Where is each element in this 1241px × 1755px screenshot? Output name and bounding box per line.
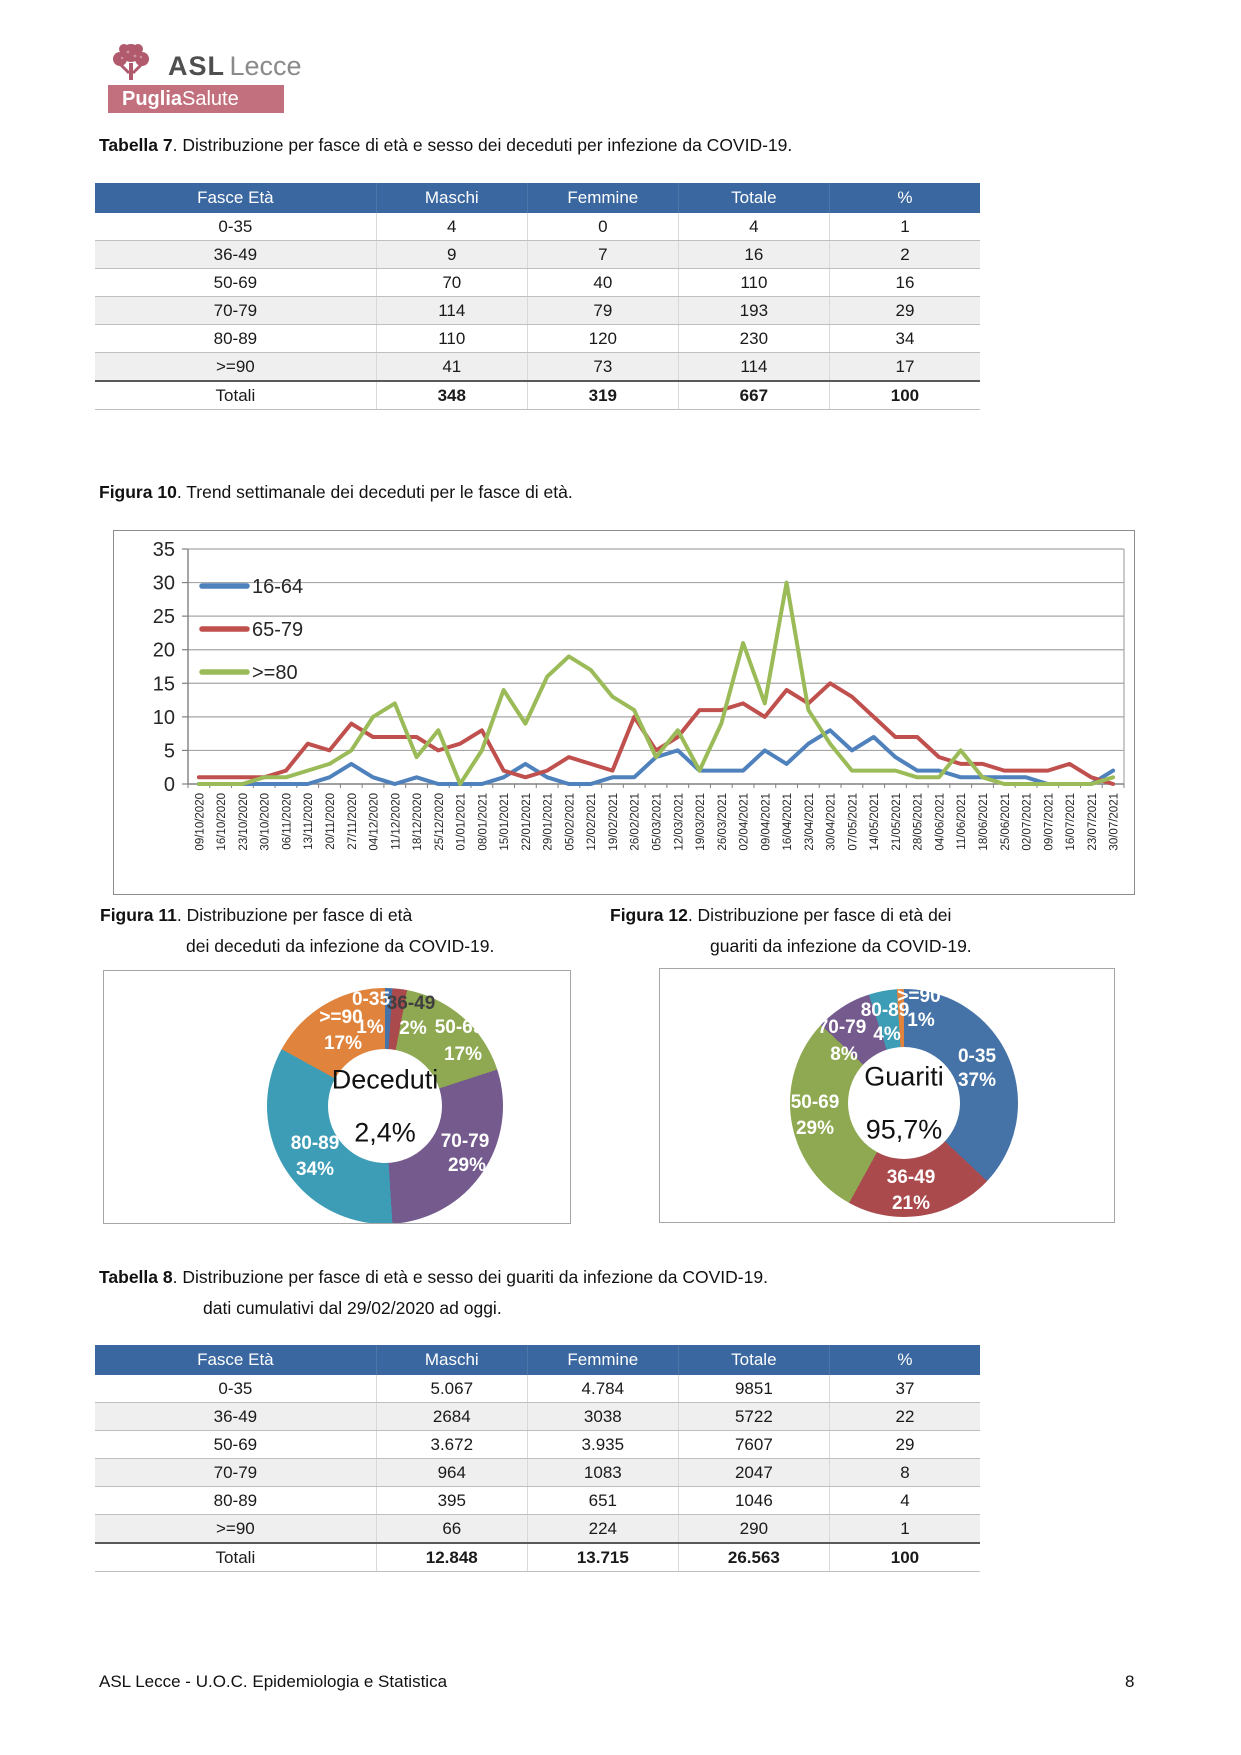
tabella7-caption-text: . Distribuzione per fasce di età e sesso dei deceduti per infezione da COVID-19. <box>172 135 793 155</box>
x-axis-tick-label: 04/06/2021 <box>934 793 947 851</box>
slice-label: 0-35 <box>957 1046 997 1067</box>
table-cell: 41 <box>376 353 527 382</box>
table-cell: 7 <box>527 241 678 269</box>
tabella7-caption-bold: Tabella 7 <box>99 135 173 155</box>
footer-text: ASL Lecce - U.O.C. Epidemiologia e Statistica <box>99 1672 448 1691</box>
table-cell: 100 <box>829 1543 980 1572</box>
x-axis-tick-label: 09/07/2021 <box>1043 793 1056 851</box>
slice-label: 70-79 <box>817 1017 867 1038</box>
table-cell: Totali <box>95 1543 376 1572</box>
table-row <box>95 213 980 241</box>
table-cell: 26.563 <box>678 1543 829 1572</box>
table-cell: 0-35 <box>95 213 376 241</box>
table-cell: 0 <box>527 213 678 241</box>
table-cell: 2 <box>829 241 980 269</box>
slice-label: 80-89 <box>290 1133 340 1154</box>
slice-label: 80-89 <box>860 1000 910 1021</box>
x-axis-tick-label: 27/11/2020 <box>346 793 359 850</box>
y-axis-tick-label: 0 <box>163 774 175 796</box>
y-axis-tick-label: 15 <box>152 673 175 696</box>
x-axis-tick-label: 08/01/2021 <box>477 793 490 851</box>
table-cell: 3.935 <box>527 1431 678 1459</box>
table-cell: 120 <box>527 325 678 353</box>
table-cell: 66 <box>376 1515 527 1544</box>
y-axis-tick-label: 30 <box>152 572 175 595</box>
table-cell: 3038 <box>527 1403 678 1431</box>
y-axis-tick-label: 25 <box>152 606 175 629</box>
x-axis-tick-label: 23/10/2020 <box>237 793 250 851</box>
weekly-trend-line-chart <box>113 530 1135 895</box>
table-cell: 29 <box>829 297 980 325</box>
table-cell: 110 <box>376 325 527 353</box>
table-cell: 4 <box>829 1487 980 1515</box>
table-cell: 70-79 <box>95 1459 376 1487</box>
slice-label: >=90 <box>897 986 941 1007</box>
figura12-caption <box>610 905 1110 957</box>
table-cell: 4 <box>678 213 829 241</box>
table-row <box>95 269 980 297</box>
tabella7 <box>95 183 980 410</box>
donut-center-title: Guariti <box>864 1061 944 1092</box>
slice-percent-label: 34% <box>295 1159 335 1180</box>
slice-label: 70-79 <box>440 1131 490 1152</box>
table-cell: 348 <box>376 381 527 410</box>
slice-percent-label: 21% <box>891 1193 931 1214</box>
legend-label: 16-64 <box>252 576 304 598</box>
x-axis-tick-label: 18/06/2021 <box>978 793 991 851</box>
column-header: % <box>829 183 980 213</box>
page-number: 8 <box>1125 1672 1135 1691</box>
column-header: Totale <box>678 183 829 213</box>
table-cell: 70 <box>376 269 527 297</box>
table-row <box>95 325 980 353</box>
x-axis-tick-label: 30/10/2020 <box>259 793 272 851</box>
slice-percent-label: 17% <box>323 1033 363 1054</box>
x-axis-tick-label: 20/11/2020 <box>324 793 337 850</box>
table-cell: 13.715 <box>527 1543 678 1572</box>
x-axis-tick-label: 02/07/2021 <box>1021 793 1034 851</box>
table-cell: 5722 <box>678 1403 829 1431</box>
table-cell: 3.672 <box>376 1431 527 1459</box>
table-cell: 0-35 <box>95 1375 376 1403</box>
figura10-caption-text: . Trend settimanale dei deceduti per le fasce di età. <box>176 482 573 502</box>
column-header: Fasce Età <box>95 183 376 213</box>
x-axis-tick-label: 22/01/2021 <box>520 793 533 851</box>
x-axis-tick-label: 02/04/2021 <box>738 793 751 851</box>
x-axis-tick-label: 11/06/2021 <box>956 793 969 850</box>
guariti-donut-chart <box>659 968 1115 1223</box>
figura12-caption-line2: guariti da infezione da COVID-19. <box>710 936 972 956</box>
table-cell: 80-89 <box>95 1487 376 1515</box>
tabella8-caption-line2: dati cumulativi dal 29/02/2020 ad oggi. <box>203 1298 502 1318</box>
x-axis-tick-label: 12/03/2021 <box>673 793 686 851</box>
x-axis-tick-label: 25/12/2020 <box>433 793 446 851</box>
x-axis-tick-label: 30/07/2021 <box>1108 793 1121 851</box>
x-axis-tick-label: 21/05/2021 <box>890 793 903 851</box>
x-axis-tick-label: 23/04/2021 <box>803 793 816 851</box>
table-cell: 80-89 <box>95 325 376 353</box>
table-cell: 36-49 <box>95 241 376 269</box>
x-axis-tick-label: 15/01/2021 <box>499 793 512 851</box>
slice-percent-label: 17% <box>443 1044 483 1065</box>
figura12-caption-bold: Figura 12 <box>610 905 688 925</box>
table-cell: 667 <box>678 381 829 410</box>
x-axis-tick-label: 11/12/2020 <box>390 793 403 850</box>
donut-center-label <box>332 1053 439 1158</box>
x-axis-tick-label: 19/03/2021 <box>695 793 708 851</box>
table-cell: 1083 <box>527 1459 678 1487</box>
slice-label: 36-49 <box>386 993 436 1014</box>
x-axis-tick-label: 16/10/2020 <box>216 793 229 851</box>
slice-percent-label: 4% <box>873 1024 901 1045</box>
figura11-caption <box>100 905 580 957</box>
table-cell: 4.784 <box>527 1375 678 1403</box>
y-axis-tick-label: 35 <box>152 539 175 561</box>
x-axis-tick-label: 30/04/2021 <box>825 793 838 851</box>
x-axis-tick-label: 01/01/2021 <box>455 793 468 851</box>
x-axis-tick-label: 25/06/2021 <box>999 793 1012 851</box>
table-cell: 319 <box>527 381 678 410</box>
table-cell: 16 <box>829 269 980 297</box>
table-cell: 9851 <box>678 1375 829 1403</box>
slice-percent-label: 29% <box>447 1155 487 1176</box>
slice-label: 50-69 <box>434 1017 484 1038</box>
x-axis-tick-label: 05/03/2021 <box>651 793 664 851</box>
donut-center-label <box>864 1050 944 1155</box>
table-cell: 70-79 <box>95 297 376 325</box>
logo-asl-text: ASL <box>168 51 225 81</box>
figura10-caption <box>99 482 573 503</box>
figura11-caption-line2: dei deceduti da infezione da COVID-19. <box>186 936 495 956</box>
slice-percent-label: 29% <box>795 1118 835 1139</box>
table-cell: 1 <box>829 1515 980 1544</box>
table-cell: 114 <box>678 353 829 382</box>
tabella7-caption <box>99 135 792 156</box>
table-cell: 16 <box>678 241 829 269</box>
x-axis-tick-label: 05/02/2021 <box>564 793 577 851</box>
y-axis-tick-label: 20 <box>152 639 175 662</box>
table-cell: 4 <box>376 213 527 241</box>
x-axis-tick-label: 26/03/2021 <box>716 793 729 851</box>
table-cell: 7607 <box>678 1431 829 1459</box>
x-axis-tick-label: 28/05/2021 <box>912 793 925 851</box>
figura12-caption-text: . Distribuzione per fasce di età dei <box>687 905 952 925</box>
slice-label: 0-35 <box>351 989 391 1010</box>
table-cell: >=90 <box>95 353 376 382</box>
column-header: Femmine <box>527 1345 678 1375</box>
column-header: Maschi <box>376 183 527 213</box>
table-cell: 395 <box>376 1487 527 1515</box>
column-header: Fasce Età <box>95 1345 376 1375</box>
x-axis-tick-label: 29/01/2021 <box>542 793 555 851</box>
figura10-caption-bold: Figura 10 <box>99 482 177 502</box>
figura11-caption-text: . Distribuzione per fasce di età <box>176 905 413 925</box>
x-axis-tick-label: 09/10/2020 <box>194 793 207 851</box>
x-axis-tick-label: 06/11/2020 <box>281 793 294 850</box>
table-cell: >=90 <box>95 1515 376 1544</box>
legend-label: >=80 <box>252 662 298 684</box>
column-header: Totale <box>678 1345 829 1375</box>
figura11-caption-bold: Figura 11 <box>100 905 177 925</box>
table-cell: 1 <box>829 213 980 241</box>
table-cell: 8 <box>829 1459 980 1487</box>
table-cell: 114 <box>376 297 527 325</box>
table-cell: 22 <box>829 1403 980 1431</box>
table-cell: 9 <box>376 241 527 269</box>
tree-icon <box>108 42 154 91</box>
tabella8 <box>95 1345 980 1572</box>
table-totals-row <box>95 381 980 410</box>
donut-center-value: 95,7% <box>865 1114 943 1144</box>
y-axis-tick-label: 5 <box>163 740 175 763</box>
tabella8-caption <box>99 1267 999 1319</box>
x-axis-tick-label: 09/04/2021 <box>760 793 773 851</box>
table-cell: 224 <box>527 1515 678 1544</box>
table-cell: 2047 <box>678 1459 829 1487</box>
x-axis-tick-label: 26/02/2021 <box>629 793 642 851</box>
x-axis-tick-label: 18/12/2020 <box>412 793 425 851</box>
table-cell: 1046 <box>678 1487 829 1515</box>
table-row <box>95 1459 980 1487</box>
table-cell: 5.067 <box>376 1375 527 1403</box>
table-cell: 17 <box>829 353 980 382</box>
x-axis-tick-label: 19/02/2021 <box>607 793 620 851</box>
slice-percent-label: 2% <box>399 1018 427 1039</box>
slice-label: 50-69 <box>790 1092 840 1113</box>
x-axis-tick-label: 07/05/2021 <box>847 793 860 851</box>
x-axis-tick-label: 12/02/2021 <box>586 793 599 851</box>
table-cell: 230 <box>678 325 829 353</box>
table-row <box>95 1431 980 1459</box>
table-totals-row <box>95 1543 980 1572</box>
x-axis-tick-label: 13/11/2020 <box>303 793 316 850</box>
x-axis-tick-label: 14/05/2021 <box>869 793 882 851</box>
slice-label: 36-49 <box>886 1167 936 1188</box>
table-row <box>95 353 980 382</box>
slice-percent-label: 37% <box>957 1070 997 1091</box>
table-cell: 37 <box>829 1375 980 1403</box>
table-cell: 651 <box>527 1487 678 1515</box>
table-cell: 110 <box>678 269 829 297</box>
table-row <box>95 1375 980 1403</box>
table-row <box>95 241 980 269</box>
table-cell: 193 <box>678 297 829 325</box>
y-axis-tick-label: 10 <box>152 706 175 729</box>
donut-center-title: Deceduti <box>331 1064 439 1095</box>
x-axis-tick-label: 16/04/2021 <box>782 793 795 851</box>
column-header: Femmine <box>527 183 678 213</box>
table-cell: 12.848 <box>376 1543 527 1572</box>
logo-lecce-text: Lecce <box>229 51 302 81</box>
table-cell: 73 <box>527 353 678 382</box>
table-row <box>95 1403 980 1431</box>
tabella8-caption-bold: Tabella 8 <box>99 1267 173 1287</box>
slice-percent-label: 8% <box>830 1044 858 1065</box>
table-cell: 36-49 <box>95 1403 376 1431</box>
table-cell: 40 <box>527 269 678 297</box>
pugliasalute-banner <box>108 85 284 113</box>
table-cell: 29 <box>829 1431 980 1459</box>
slice-label: >=90 <box>319 1007 363 1028</box>
slice-percent-label: 1% <box>907 1010 935 1031</box>
table-cell: Totali <box>95 381 376 410</box>
column-header: Maschi <box>376 1345 527 1375</box>
legend-label: 65-79 <box>252 619 304 641</box>
table-cell: 34 <box>829 325 980 353</box>
slice-percent-label: 1% <box>356 1017 384 1038</box>
column-header: % <box>829 1345 980 1375</box>
table-cell: 50-69 <box>95 269 376 297</box>
deceduti-donut-chart <box>103 970 571 1224</box>
tabella8-caption-text: . Distribuzione per fasce di età e sesso dei guariti da infezione da COVID-19. <box>172 1267 768 1287</box>
table-row <box>95 1515 980 1544</box>
table-row <box>95 1487 980 1515</box>
table-row <box>95 297 980 325</box>
table-cell: 50-69 <box>95 1431 376 1459</box>
x-axis-tick-label: 16/07/2021 <box>1065 793 1078 851</box>
asl-logo <box>108 42 408 117</box>
banner-salute: Salute <box>182 88 239 110</box>
table-cell: 79 <box>527 297 678 325</box>
table-cell: 964 <box>376 1459 527 1487</box>
banner-puglia: Puglia <box>122 88 183 110</box>
donut-center-value: 2,4% <box>354 1117 416 1147</box>
x-axis-tick-label: 04/12/2020 <box>368 793 381 851</box>
x-axis-tick-label: 23/07/2021 <box>1086 793 1099 851</box>
table-cell: 2684 <box>376 1403 527 1431</box>
table-cell: 290 <box>678 1515 829 1544</box>
table-cell: 100 <box>829 381 980 410</box>
